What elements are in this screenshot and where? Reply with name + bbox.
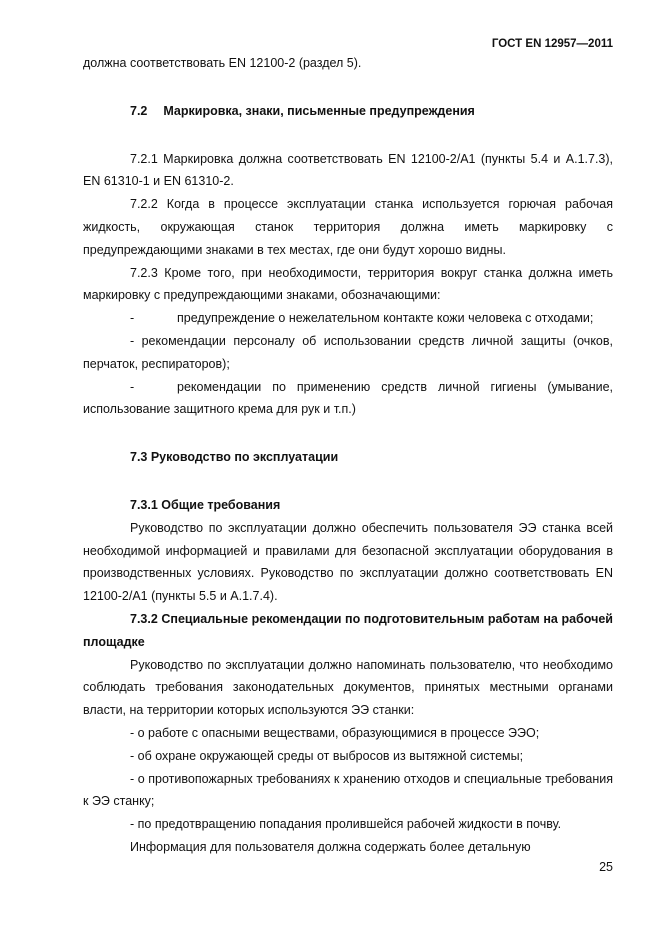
paragraph-7-2-3: 7.2.3 Кроме того, при необходимости, территория вокруг станка должна иметь маркировку с предупреждающими знаками, обозначающими: bbox=[83, 265, 613, 303]
list-item: - рекомендации персоналу об использовании средств личной защиты (очков, перчаток, респираторов); bbox=[83, 333, 613, 371]
paragraph: Руководство по эксплуатации должно обеспечить пользователя ЭЭ станка всей необходимой информацией и правилами для безопасной эксплуатации оборудования в производственных условиях. Руководство по эксплуатации должно соответствовать EN 12100-2/A1 (пункты 5.5 и A.1.7.4). bbox=[83, 520, 613, 604]
paragraph: должна соответствовать EN 12100-2 (раздел 5). bbox=[83, 56, 362, 70]
list-item: - о работе с опасными веществами, образующимися в процессе ЭЭО; bbox=[130, 725, 540, 740]
standard-header: ГОСТ EN 12957—2011 bbox=[491, 38, 613, 50]
subsection-heading-7-3-1: 7.3.1 Общие требования bbox=[130, 497, 281, 512]
subsection-heading-7-3-2: 7.3.2 Специальные рекомендации по подготовительным работам на рабочей площадке bbox=[83, 611, 613, 649]
list-item: - об охране окружающей среды от выбросов из вытяжной системы; bbox=[130, 748, 524, 763]
section-heading-7-2: 7.2 Маркировка, знаки, письменные предупреждения bbox=[130, 103, 475, 118]
section-heading-7-3: 7.3 Руководство по эксплуатации bbox=[130, 450, 339, 465]
list-item: - рекомендации по применению средств личной гигиены (умывание, использование защитного крема для рук и т.п.) bbox=[83, 379, 613, 417]
paragraph: Руководство по эксплуатации должно напоминать пользователю, что необходимо соблюдать требования законодательных документов, принятых местными органами власти, на территории которых используются ЭЭ станки: bbox=[83, 657, 613, 718]
list-item: - предупреждение о нежелательном контакте кожи человека с отходами; bbox=[130, 311, 594, 326]
paragraph: Информация для пользователя должна содержать более детальную bbox=[130, 839, 531, 854]
paragraph-7-2-2: 7.2.2 Когда в процессе эксплуатации станка используется горючая рабочая жидкость, окружающая станок территория должна иметь маркировку с предупреждающими знаками в тех местах, где они будут хорошо видны. bbox=[83, 197, 613, 257]
page-number: 25 bbox=[599, 860, 613, 874]
paragraph-7-2-1: 7.2.1 Маркировка должна соответствовать EN 12100-2/A1 (пункты 5.4 и A.1.7.3), EN 61310-1 и EN 61310-2. bbox=[83, 151, 613, 189]
list-item: - о противопожарных требованиях к хранению отходов и специальные требования к ЭЭ станку; bbox=[83, 771, 613, 809]
document-body bbox=[83, 52, 613, 859]
list-item: - по предотвращению попадания пролившейся рабочей жидкости в почву. bbox=[130, 817, 562, 832]
